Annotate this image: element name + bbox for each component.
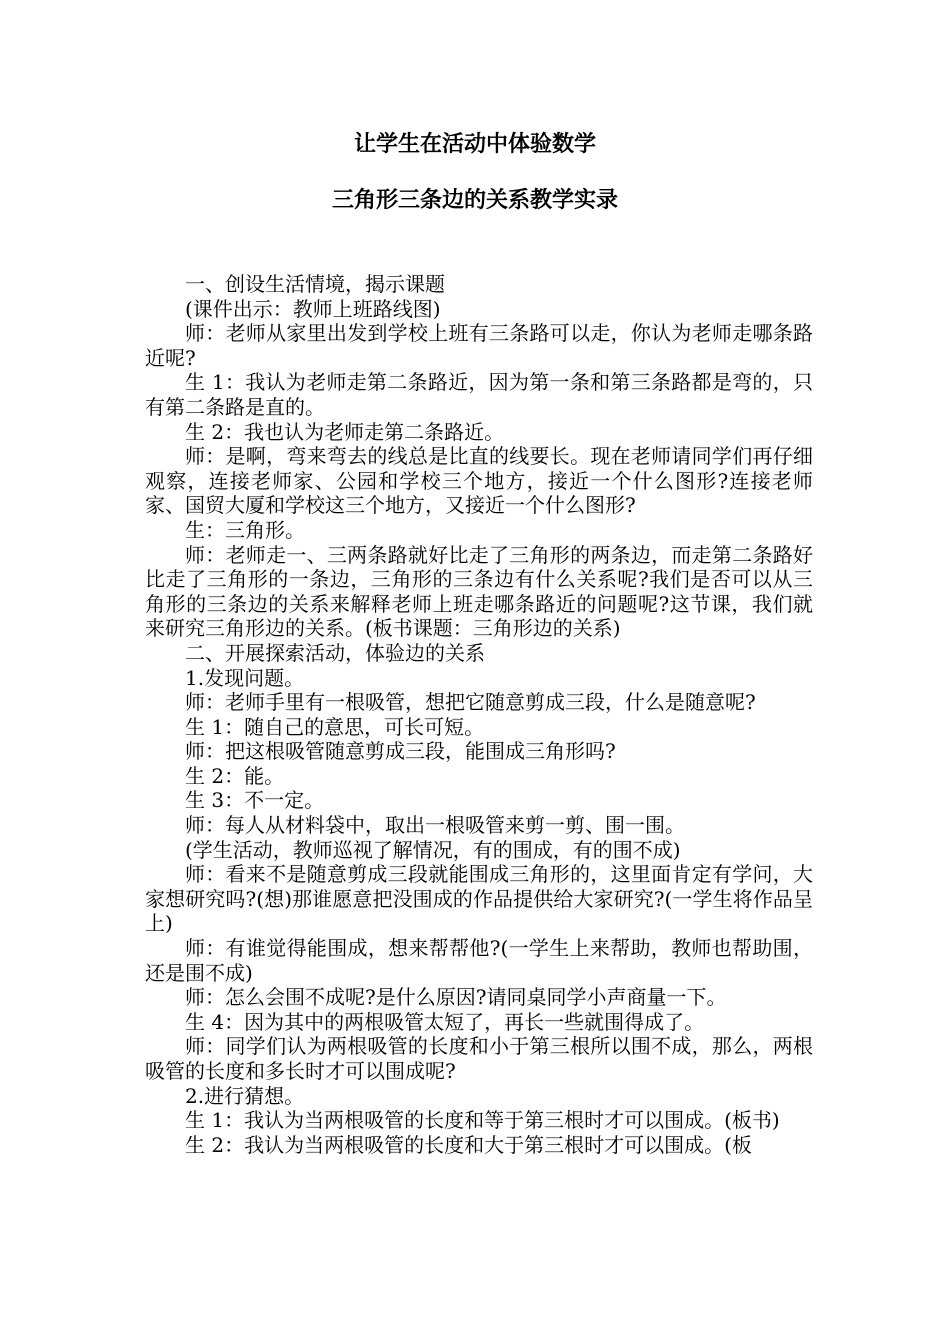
paragraph: 师：每人从材料袋中，取出一根吸管来剪一剪、围一围。 xyxy=(185,813,685,838)
paragraph: 师：有谁觉得能围成，想来帮帮他?(一学生上来帮助，教师也帮助围，还是围不成) xyxy=(145,936,813,985)
paragraph: (课件出示：教师上班路线图) xyxy=(185,296,441,321)
paragraph: 师：是啊，弯来弯去的线总是比直的线要长。现在老师请同学们再仔细观察，连接老师家、公园和学校三个地方，接近一个什么图形?连接老师家、国贸大厦和学校这三个地方，又接近一个什么图形? xyxy=(145,444,813,518)
paragraph: 师：看来不是随意剪成三段就能围成三角形的，这里面肯定有学问，大家想研究吗?(想)那谁愿意把没围成的作品提供给大家研究?(一学生将作品呈上) xyxy=(145,862,813,936)
paragraph: 师：老师手里有一根吸管，想把它随意剪成三段，什么是随意呢? xyxy=(185,690,756,715)
paragraph: (学生活动，教师巡视了解情况，有的围成，有的围不成) xyxy=(185,837,681,862)
section-heading-1: 一、创设生活情境，揭示课题 xyxy=(185,272,445,296)
document-subtitle: 三角形三条边的关系教学实录 xyxy=(331,188,618,213)
paragraph: 生：三角形。 xyxy=(185,517,305,542)
paragraph: 师：同学们认为两根吸管的长度和小于第三根所以围不成，那么，两根吸管的长度和多长时才可以围成呢? xyxy=(145,1034,813,1083)
document-title: 让学生在活动中体验数学 xyxy=(353,132,596,157)
paragraph: 生 1：我认为老师走第二条路近，因为第一条和第三条路都是弯的，只有第二条路是直的。 xyxy=(145,370,813,419)
title-block xyxy=(0,130,950,216)
paragraph: 生 4：因为其中的两根吸管太短了，再长一些就围得成了。 xyxy=(185,1009,705,1034)
paragraph: 师：老师走一、三两条路就好比走了三角形的两条边，而走第二条路好比走了三角形的一条边，三角形的三条边有什么关系呢?我们是否可以从三角形的三条边的关系来解释老师上班走哪条路近的问题呢?这节课，我们就来研究三角形边的关系。(板书课题：三角形边的关系) xyxy=(145,542,813,641)
paragraph: 师：怎么会围不成呢?是什么原因?请同桌同学小声商量一下。 xyxy=(185,985,727,1010)
paragraph: 师：老师从家里出发到学校上班有三条路可以走，你认为老师走哪条路近呢? xyxy=(145,321,813,370)
paragraph: 生 1：随自己的意思，可长可短。 xyxy=(185,714,485,739)
paragraph: 生 2：我认为当两根吸管的长度和大于第三根时才可以围成。(板 xyxy=(185,1132,752,1157)
paragraph: 生 2：我也认为老师走第二条路近。 xyxy=(185,419,505,444)
paragraph: 生 1：我认为当两根吸管的长度和等于第三根时才可以围成。(板书) xyxy=(185,1108,780,1133)
section-heading-2: 二、开展探索活动，体验边的关系 xyxy=(185,640,485,665)
paragraph: 生 2：能。 xyxy=(185,763,285,788)
paragraph: 师：把这根吸管随意剪成三段，能围成三角形吗? xyxy=(185,739,616,764)
paragraph: 生 3：不一定。 xyxy=(185,788,325,813)
document-body xyxy=(145,272,813,1157)
subsection-heading: 2.进行猜想。 xyxy=(185,1083,305,1108)
subsection-heading: 1.发现问题。 xyxy=(185,665,305,690)
